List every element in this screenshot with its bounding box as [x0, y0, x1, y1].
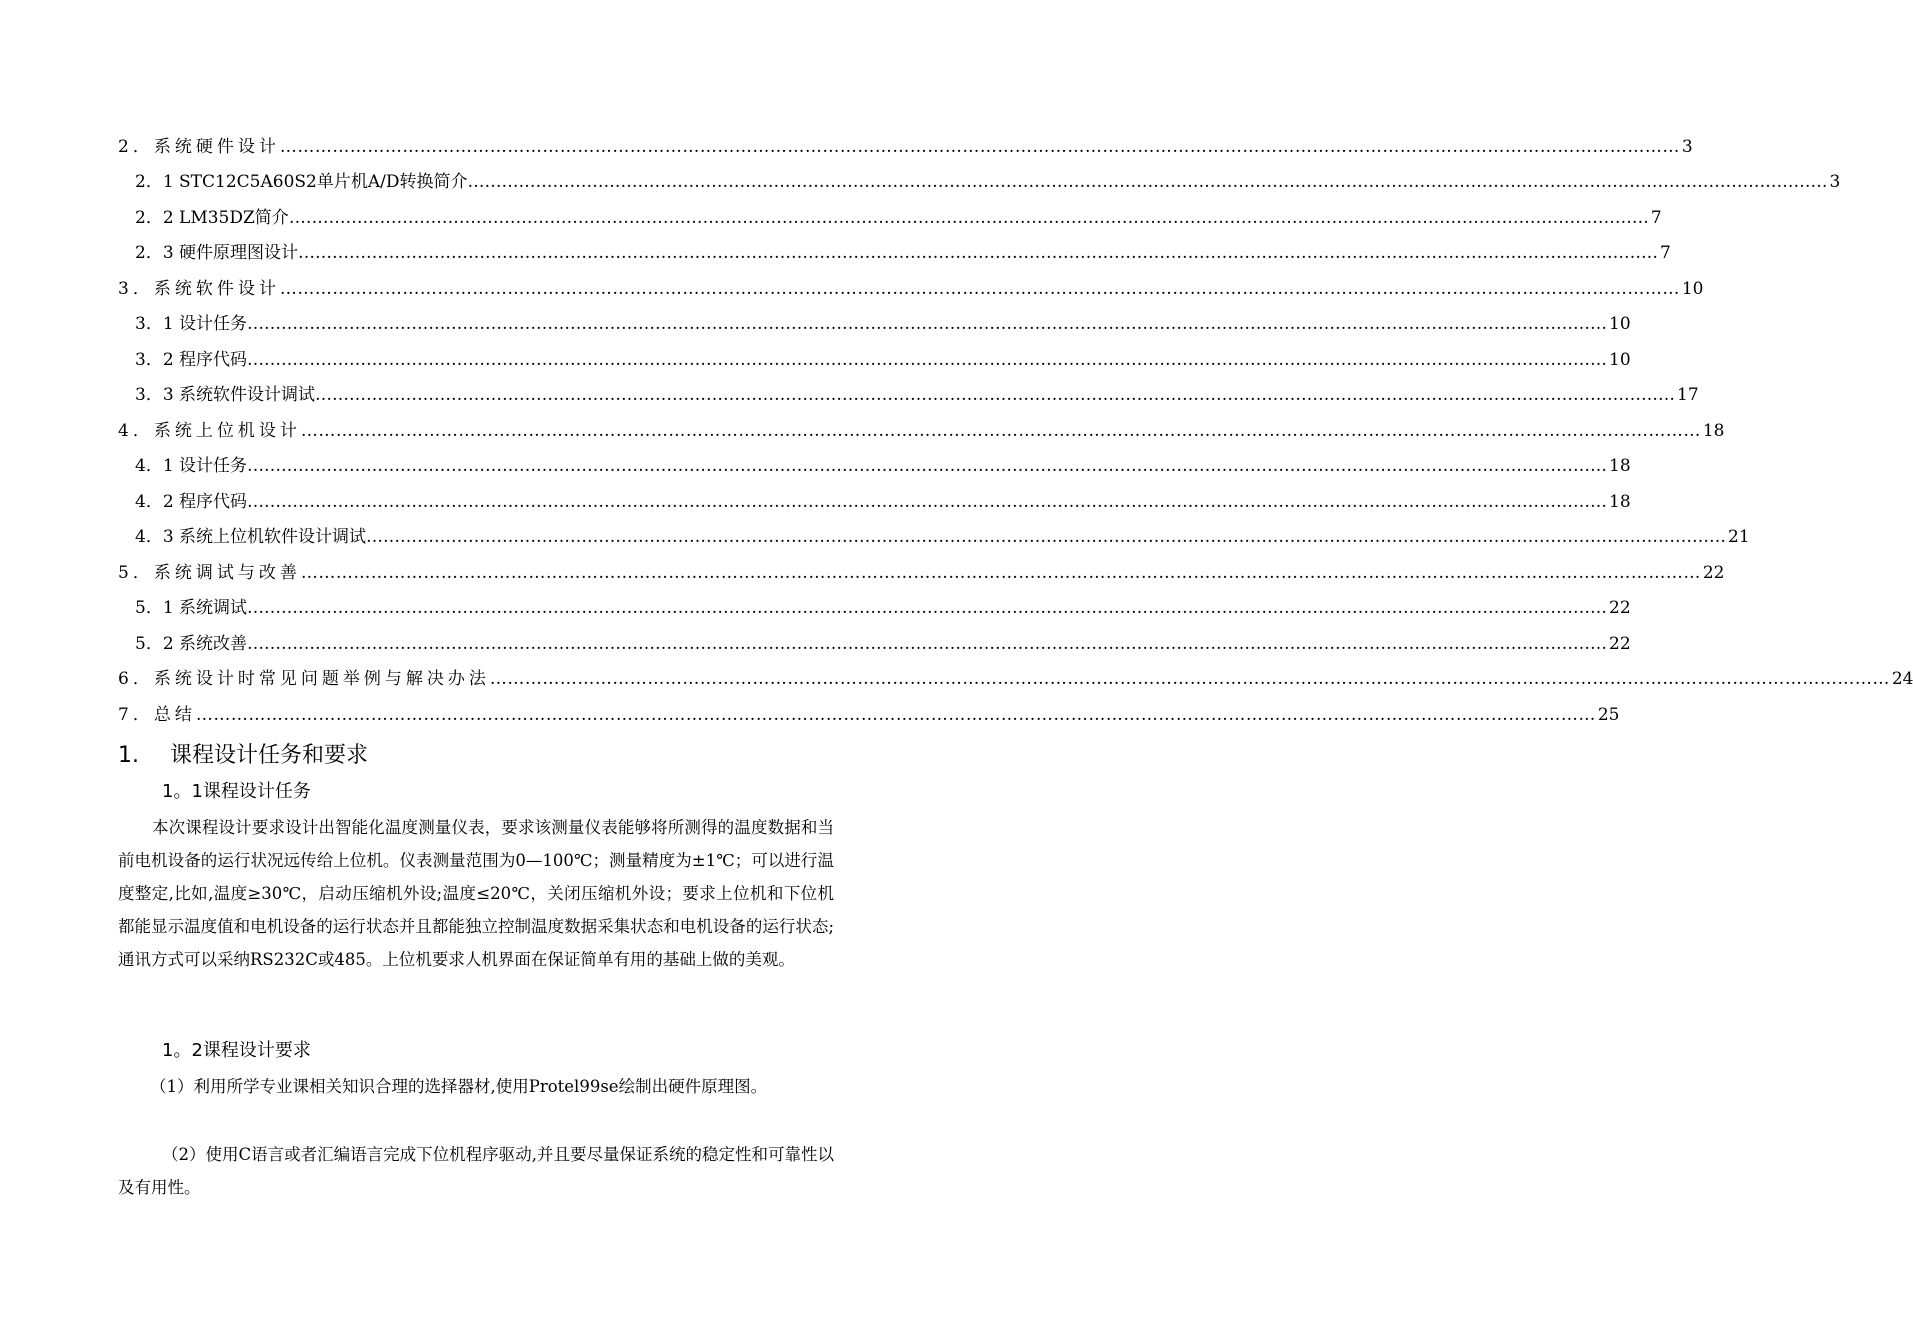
toc-entry-page: 7	[1660, 243, 1671, 263]
task-paragraph: 本次课程设计要求设计出智能化温度测量仪表，要求该测量仪表能够将所测得的温度数据和当前电机设备的运行状况远传给上位机。仪表测量范围为0—100℃；测量精度为±1℃；可以进行温度整定,比如,温度≥30℃，启动压缩机外设;温度≤20℃，关闭压缩机外设；要求上位机和下位机都能显示温度值和电机设备的运行状态并且都能独立控制温度数据采集状态和电机设备的运行状态;通讯方式可以采纳RS232C或485。上位机要求人机界面在保证简单有用的基础上做的美观。	[118, 818, 834, 969]
toc-entry-page: 24	[1891, 669, 1913, 689]
section-heading	[118, 738, 368, 769]
toc-entry-label: 4．3 系统上位机软件设计调试	[135, 527, 367, 547]
toc-entry-page: 25	[1597, 704, 1620, 725]
toc-leader-dots: ……………………………………………………………………………………………………………………………………………………………………………………………………………………	[315, 385, 1676, 405]
toc-entry-page: 17	[1677, 385, 1699, 405]
toc-entry-page: 10	[1681, 278, 1704, 299]
toc-entry[interactable]	[118, 228, 1671, 264]
toc-leader-dots: ……………………………………………………………………………………………………………………………………………………………………………………………………………………	[247, 456, 1608, 476]
toc-entry[interactable]	[118, 547, 1725, 583]
toc-entry[interactable]	[118, 121, 1693, 157]
toc-leader-dots: ……………………………………………………………………………………………………………………………………………………………………………………………………………………	[247, 633, 1608, 654]
toc-entry-label: 5．系统调试与改善	[118, 562, 301, 583]
toc-leader-dots: ……………………………………………………………………………………………………………………………………………………………………………………………………………………	[195, 704, 1596, 725]
toc-entry[interactable]	[118, 405, 1725, 441]
toc-leader-dots: ……………………………………………………………………………………………………………………………………………………………………………………………………………………	[279, 136, 1680, 157]
toc-entry-label: 3．1 设计任务	[135, 314, 248, 334]
toc-leader-dots: ……………………………………………………………………………………………………………………………………………………………………………………………………………………	[288, 207, 1649, 228]
subsection-title-requirements: 1。2课程设计要求	[162, 1040, 311, 1061]
toc-entry-page: 22	[1702, 562, 1725, 583]
toc-entry-label: 5．1 系统调试	[135, 598, 248, 618]
toc-entry-label: 3．2 程序代码	[135, 349, 248, 370]
toc-entry-page: 3	[1681, 136, 1693, 157]
toc-entry-label: 7．总结	[118, 704, 196, 725]
toc-leader-dots: ……………………………………………………………………………………………………………………………………………………………………………………………………………………	[247, 349, 1608, 370]
toc-entry-label: 4．2 程序代码	[135, 491, 248, 512]
toc-leader-dots: ……………………………………………………………………………………………………………………………………………………………………………………………………………………	[300, 562, 1701, 583]
toc-entry-page: 22	[1609, 633, 1631, 654]
toc-entry-label: 4．1 设计任务	[135, 456, 248, 476]
toc-entry-label: 5．2 系统改善	[135, 633, 248, 654]
toc-leader-dots: ……………………………………………………………………………………………………………………………………………………………………………………………………………………	[467, 172, 1828, 192]
toc-entry[interactable]	[118, 654, 1913, 690]
toc-entry[interactable]	[118, 583, 1631, 619]
toc-entry-label: 3．3 系统软件设计调试	[135, 385, 316, 405]
toc-entry-page: 22	[1609, 598, 1631, 618]
toc-entry[interactable]	[118, 263, 1704, 299]
toc-leader-dots: ……………………………………………………………………………………………………………………………………………………………………………………………………………………	[247, 491, 1608, 512]
toc-entry-page: 3	[1829, 172, 1841, 192]
toc-entry-page: 10	[1609, 314, 1631, 334]
toc-entry-label: 2．系统硬件设计	[118, 136, 280, 157]
toc-entry-page: 10	[1609, 349, 1631, 370]
toc-entry-label: 2．3 硬件原理图设计	[135, 243, 299, 263]
toc-entry-page: 18	[1702, 420, 1725, 441]
toc-entry[interactable]	[118, 157, 1841, 193]
toc-entry-label: 6．系统设计时常见问题举例与解决办法	[118, 669, 490, 689]
toc-leader-dots: ……………………………………………………………………………………………………………………………………………………………………………………………………………………	[489, 669, 1890, 689]
toc-entry[interactable]	[118, 334, 1631, 370]
toc-entry[interactable]	[118, 192, 1662, 228]
table-of-contents	[118, 121, 1913, 725]
toc-leader-dots: ……………………………………………………………………………………………………………………………………………………………………………………………………………………	[298, 243, 1659, 263]
toc-entry-label: 4．系统上位机设计	[118, 420, 301, 441]
toc-entry[interactable]	[118, 618, 1631, 654]
toc-entry-page: 18	[1609, 491, 1631, 512]
toc-entry[interactable]	[118, 441, 1631, 477]
toc-leader-dots: ……………………………………………………………………………………………………………………………………………………………………………………………………………………	[366, 527, 1727, 547]
toc-leader-dots: ……………………………………………………………………………………………………………………………………………………………………………………………………………………	[247, 314, 1608, 334]
toc-leader-dots: ……………………………………………………………………………………………………………………………………………………………………………………………………………………	[279, 278, 1680, 299]
toc-entry-page: 7	[1650, 207, 1662, 228]
toc-leader-dots: ……………………………………………………………………………………………………………………………………………………………………………………………………………………	[247, 598, 1608, 618]
toc-entry-page: 18	[1609, 456, 1631, 476]
toc-entry[interactable]	[118, 370, 1699, 406]
section-title: 课程设计任务和要求	[170, 743, 369, 768]
toc-entry-label: 3．系统软件设计	[118, 278, 280, 299]
toc-entry-label: 2．1 STC12C5A60S2单片机A/D转换简介	[135, 172, 468, 192]
toc-leader-dots: ……………………………………………………………………………………………………………………………………………………………………………………………………………………	[300, 420, 1701, 441]
toc-entry[interactable]	[118, 476, 1631, 512]
section-number: 1.	[118, 743, 139, 768]
toc-entry[interactable]	[118, 512, 1750, 548]
toc-entry-label: 2．2 LM35DZ简介	[135, 207, 289, 228]
toc-entry[interactable]	[118, 299, 1631, 335]
requirement-item-2: （2）使用C语言或者汇编语言完成下位机程序驱动,并且要尽量保证系统的稳定性和可靠性以及有用性。	[118, 1145, 834, 1197]
toc-entry-page: 21	[1728, 527, 1750, 547]
subsection-title-task: 1。1课程设计任务	[162, 781, 311, 802]
toc-entry[interactable]	[118, 689, 1620, 725]
requirement-item-1: （1）利用所学专业课相关知识合理的选择器材,使用Protel99se绘制出硬件原理图。	[150, 1077, 768, 1096]
